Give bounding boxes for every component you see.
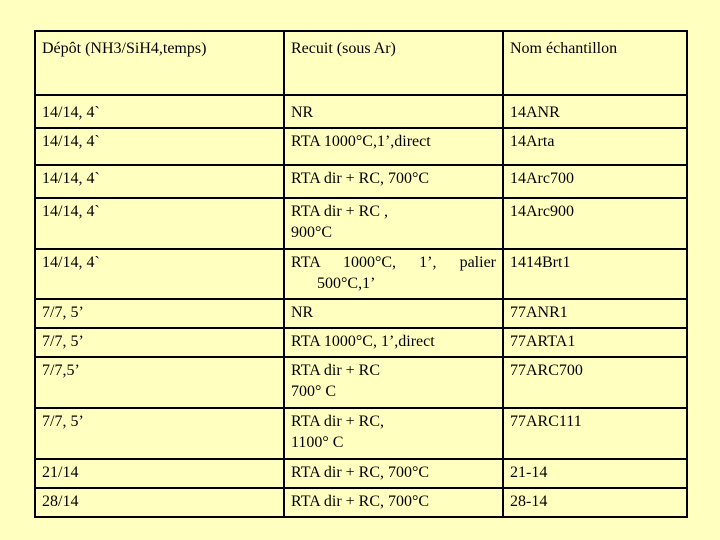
cell-annealing-line1: RTA dir + RC , [291, 203, 389, 220]
cell-deposition: 7/7,5’ [35, 357, 284, 408]
table-row [35, 299, 687, 328]
cell-annealing-line1: RTA dir + RC [291, 362, 381, 379]
header-row [35, 31, 687, 95]
cell-annealing-line1: RTA 1000°C, 1’, palier [291, 254, 496, 271]
table-row [35, 249, 687, 299]
table-row [35, 488, 687, 517]
cell-deposition: 14/14, 4` [35, 198, 284, 249]
cell-deposition: 7/7, 5’ [35, 299, 284, 328]
cell-sample-name: 21-14 [503, 459, 687, 488]
cell-annealing [284, 249, 503, 299]
table-row [35, 459, 687, 488]
cell-annealing-line2: 900°C [291, 224, 333, 241]
cell-sample-name: 14Arc900 [503, 198, 687, 249]
table-row [35, 357, 687, 408]
header-cell-sample-name: Nom échantillon [503, 31, 687, 95]
cell-sample-name: 77ARTA1 [503, 328, 687, 357]
cell-annealing [284, 198, 503, 249]
cell-sample-name: 14Arc700 [503, 165, 687, 198]
cell-annealing: RTA dir + RC, 700°C [284, 488, 503, 517]
cell-deposition: 14/14, 4` [35, 95, 284, 128]
table-row [35, 408, 687, 459]
cell-annealing [284, 408, 503, 459]
cell-sample-name: 28-14 [503, 488, 687, 517]
cell-deposition: 7/7, 5’ [35, 408, 284, 459]
cell-annealing: RTA 1000°C,1’,direct [284, 128, 503, 165]
cell-deposition: 14/14, 4` [35, 165, 284, 198]
cell-sample-name: 1414Brt1 [503, 249, 687, 299]
samples-table [34, 30, 688, 518]
cell-sample-name: 77ANR1 [503, 299, 687, 328]
cell-annealing: NR [284, 95, 503, 128]
cell-sample-name: 77ARC111 [503, 408, 687, 459]
cell-annealing-line2: 1100° C [291, 434, 344, 451]
table-row [35, 165, 687, 198]
cell-deposition: 14/14, 4` [35, 249, 284, 299]
cell-sample-name: 14Arta [503, 128, 687, 165]
cell-annealing: RTA dir + RC, 700°C [284, 459, 503, 488]
table-row [35, 95, 687, 128]
cell-deposition: 21/14 [35, 459, 284, 488]
table-row [35, 198, 687, 249]
cell-annealing-line1: RTA dir + RC, [291, 413, 385, 430]
cell-annealing-line2: 500°C,1’ [317, 275, 376, 292]
cell-annealing [284, 357, 503, 408]
header-cell-annealing: Recuit (sous Ar) [284, 31, 503, 95]
table-row [35, 328, 687, 357]
cell-annealing: RTA 1000°C, 1’,direct [284, 328, 503, 357]
cell-annealing-line2: 700° C [291, 383, 337, 400]
cell-deposition: 28/14 [35, 488, 284, 517]
cell-deposition: 7/7, 5’ [35, 328, 284, 357]
cell-annealing: NR [284, 299, 503, 328]
table-row [35, 128, 687, 165]
cell-annealing: RTA dir + RC, 700°C [284, 165, 503, 198]
cell-deposition: 14/14, 4` [35, 128, 284, 165]
cell-sample-name: 14ANR [503, 95, 687, 128]
header-cell-deposition: Dépôt (NH3/SiH4,temps) [35, 31, 284, 95]
cell-sample-name: 77ARC700 [503, 357, 687, 408]
